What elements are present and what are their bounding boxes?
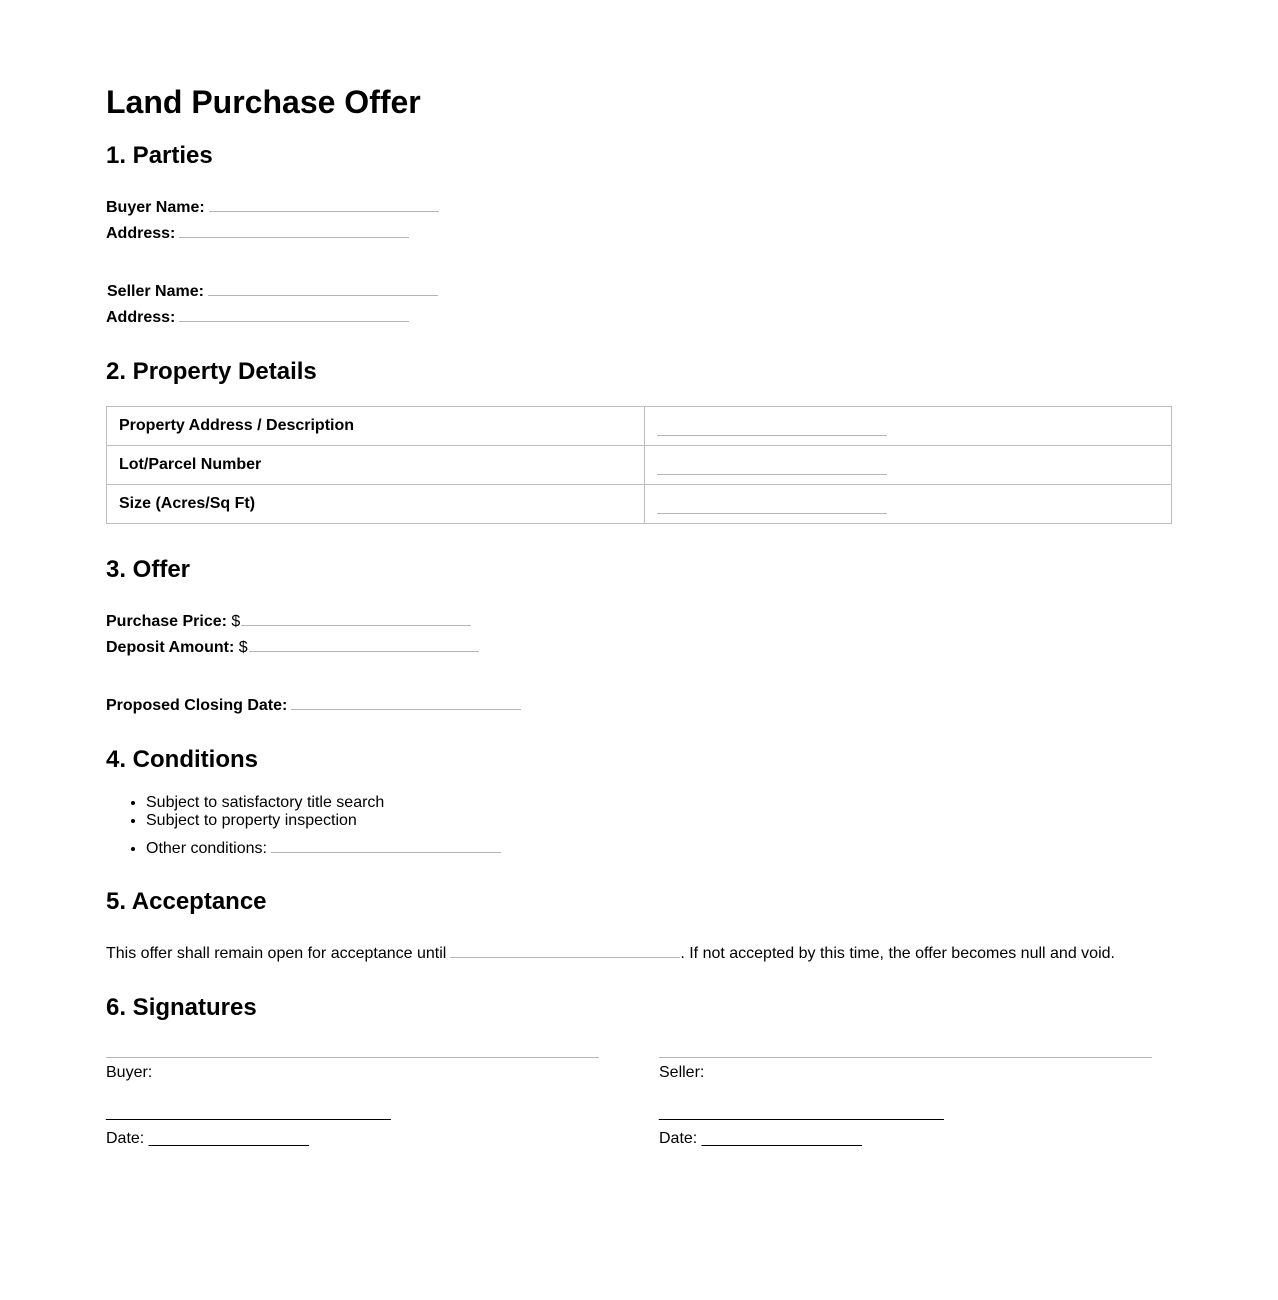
purchase-price-label: Purchase Price:	[106, 613, 227, 630]
seller-name-field[interactable]	[208, 281, 438, 296]
property-address-cell	[645, 407, 1172, 446]
buyer-signature-label: Buyer:	[106, 1064, 153, 1081]
deposit-amount-field[interactable]	[249, 637, 479, 652]
buyer-signature-underline[interactable]: ________________________________	[106, 1104, 391, 1121]
seller-address-label: Address:	[106, 309, 176, 326]
buyer-date-field[interactable]: Date: __________________	[106, 1130, 309, 1147]
list-item: • Subject to property inspection	[146, 812, 501, 830]
property-details-table	[106, 406, 1172, 524]
purchase-price-field[interactable]	[241, 611, 471, 626]
buyer-name-label: Buyer Name:	[106, 199, 205, 216]
closing-date-label: Proposed Closing Date:	[106, 697, 288, 714]
lot-parcel-label: Lot/Parcel Number	[107, 446, 645, 485]
currency-symbol: $	[231, 613, 241, 630]
seller-signature-block	[659, 1040, 1152, 1148]
buyer-signature-field[interactable]	[106, 1040, 599, 1058]
purchase-price-row	[106, 611, 471, 632]
closing-date-field[interactable]	[291, 695, 521, 710]
table-row	[107, 446, 1172, 485]
section-heading-property: 2. Property Details	[106, 358, 317, 385]
acceptance-text-after: . If not accepted by this time, the offer becomes null and void.	[680, 945, 1115, 962]
property-address-label: Property Address / Description	[107, 407, 645, 446]
page-title: Land Purchase Offer	[106, 84, 421, 120]
acceptance-paragraph	[106, 943, 1115, 964]
size-label: Size (Acres/Sq Ft)	[107, 485, 645, 524]
buyer-name-field[interactable]	[209, 197, 439, 212]
table-row	[107, 407, 1172, 446]
size-cell	[645, 485, 1172, 524]
section-heading-signatures: 6. Signatures	[106, 994, 257, 1021]
buyer-name-row	[106, 197, 439, 218]
table-row	[107, 485, 1172, 524]
other-conditions-label: Other conditions:	[146, 840, 267, 857]
other-conditions-field[interactable]	[271, 838, 501, 853]
seller-signature-field[interactable]	[659, 1040, 1152, 1058]
section-heading-offer: 3. Offer	[106, 556, 191, 583]
deposit-amount-row	[106, 637, 479, 658]
lot-parcel-cell	[645, 446, 1172, 485]
conditions-list	[106, 794, 501, 858]
section-heading-conditions: 4. Conditions	[106, 746, 258, 773]
buyer-address-label: Address:	[106, 225, 176, 242]
seller-address-row	[106, 307, 409, 328]
buyer-address-row	[106, 223, 409, 244]
buyer-signature-block	[106, 1040, 599, 1148]
section-heading-acceptance: 5. Acceptance	[106, 888, 267, 915]
seller-signature-label: Seller:	[659, 1064, 705, 1081]
seller-date-field[interactable]: Date: __________________	[659, 1130, 862, 1147]
seller-signature-underline[interactable]: ________________________________	[659, 1104, 944, 1121]
closing-date-row	[106, 695, 521, 716]
section-heading-parties: 1. Parties	[106, 142, 213, 169]
acceptance-text-before: This offer shall remain open for acceptance until	[106, 945, 447, 962]
size-field[interactable]	[657, 499, 887, 514]
property-address-field[interactable]	[657, 421, 887, 436]
buyer-address-field[interactable]	[179, 223, 409, 238]
acceptance-deadline-field[interactable]	[450, 943, 680, 958]
currency-symbol: $	[238, 639, 248, 656]
seller-address-field[interactable]	[179, 307, 409, 322]
list-item-other-conditions	[146, 838, 501, 858]
deposit-amount-label: Deposit Amount:	[106, 639, 235, 656]
seller-name-label: Seller Name:	[107, 283, 204, 300]
list-item: • Subject to satisfactory title search	[146, 794, 501, 812]
seller-name-row	[107, 281, 438, 302]
lot-parcel-field[interactable]	[657, 460, 887, 475]
